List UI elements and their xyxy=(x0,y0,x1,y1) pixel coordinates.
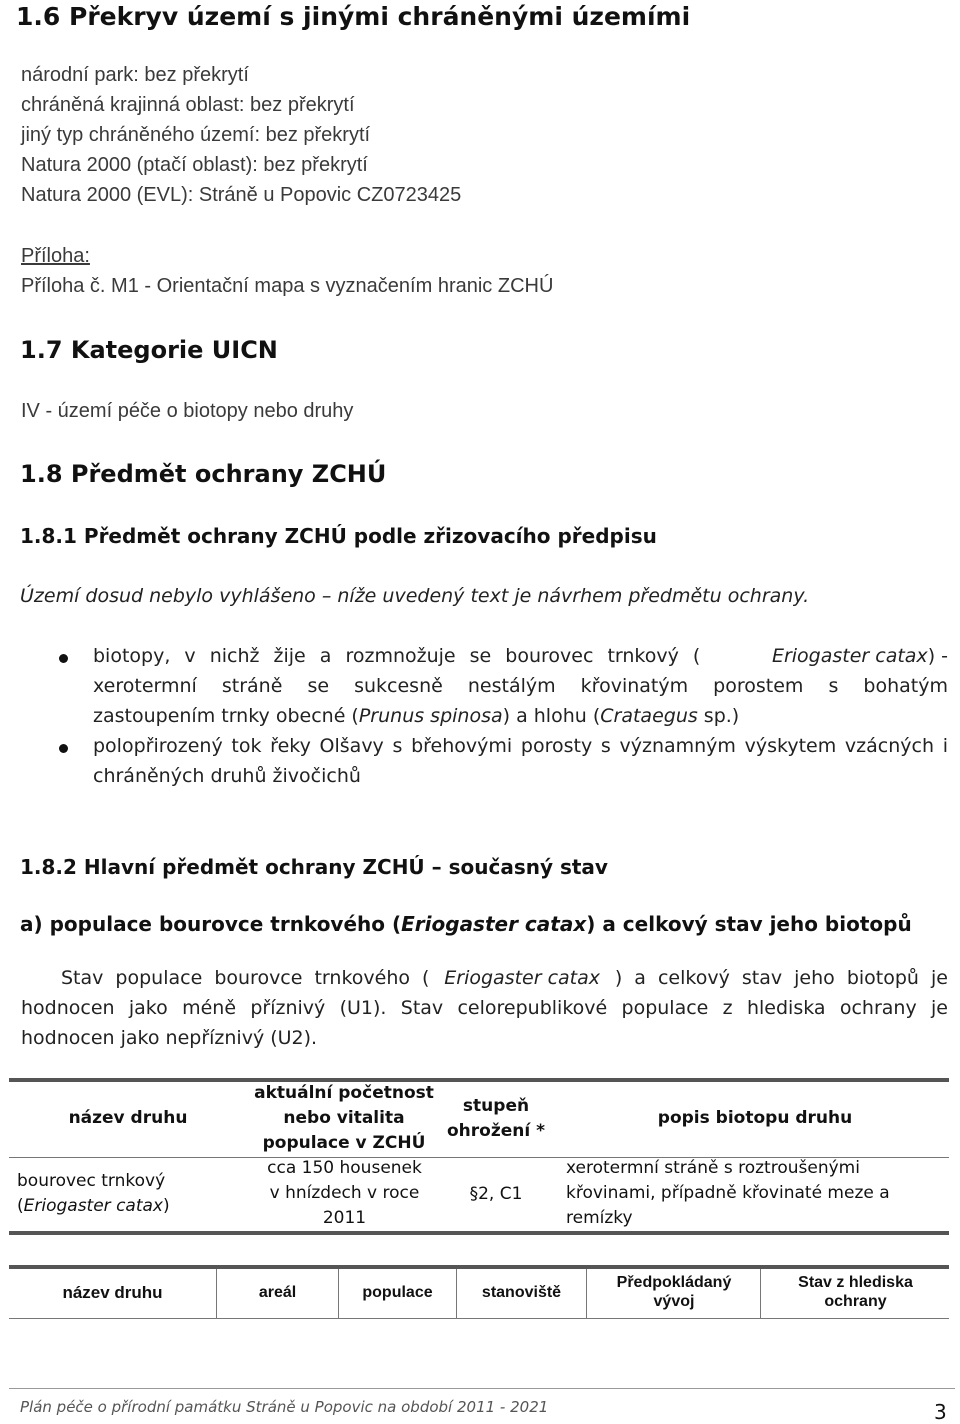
section-heading-1-6: 1.6 Překryv území s jinými chráněnými územími xyxy=(16,2,691,31)
table-header-threat: stupeň ohrožení * xyxy=(446,1096,545,1141)
species-name: bourovec trnkový xyxy=(17,1171,166,1191)
proposal-note: Území dosud nebylo vyhlášeno – níže uvedený text je návrhem předmětu ochrany. xyxy=(20,585,810,607)
bullet-point xyxy=(59,654,68,663)
table2-top-border xyxy=(9,1265,949,1269)
table2-divider xyxy=(760,1269,761,1318)
overlap-line-other: jiný typ chráněného území: bez překrytí xyxy=(21,124,371,146)
bullet-point xyxy=(59,744,68,753)
table2-header-population: populace xyxy=(362,1284,433,1301)
bullet-1-line-1 xyxy=(93,645,948,667)
species-latin: Eriogaster catax xyxy=(23,1196,163,1216)
appendix-item: Příloha č. M1 - Orientační mapa s vyznačením hranic ZCHÚ xyxy=(21,275,554,297)
table2-header-area: areál xyxy=(258,1284,297,1301)
table2-header-name: název druhu xyxy=(62,1283,163,1302)
subsection-a-heading xyxy=(20,912,912,936)
section-heading-1-8-1: 1.8.1 Předmět ochrany ZCHÚ podle zřizovacího předpisu xyxy=(20,524,657,548)
footer-rule xyxy=(9,1388,955,1389)
species-latin-wrap: (Eriogaster catax) xyxy=(17,1196,170,1216)
bullet-1-line-3-b: ) a hlohu ( xyxy=(502,705,601,727)
sub-a-post: ) a celkový stav jeho biotopů xyxy=(586,912,912,936)
para-l1-latin: Eriogaster catax xyxy=(444,967,601,989)
overlap-line-chko: chráněná krajinná oblast: bez překrytí xyxy=(21,94,355,116)
bullet-1-line-2: xerotermní stráně se sukcesně nestálým křovinatým porostem s bohatým xyxy=(93,675,948,697)
table2-bottom-border xyxy=(9,1318,949,1319)
latin-crataegus: Crataegus xyxy=(600,705,698,727)
table2-header-conservation: Stav z hlediska ochrany xyxy=(798,1274,913,1310)
table2-header-trend: Předpokládaný vývoj xyxy=(616,1274,732,1310)
paragraph-line-3: hodnocen jako nepříznivý (U2). xyxy=(21,1027,318,1049)
overlap-line-national-park: národní park: bez překrytí xyxy=(21,64,249,86)
table-bottom-border xyxy=(9,1231,949,1235)
table2-divider xyxy=(586,1269,587,1318)
overlap-line-natura-bird: Natura 2000 (ptačí oblast): bez překrytí xyxy=(21,154,368,176)
para-l1-b: ) a celkový stav jeho biotopů je xyxy=(614,967,948,989)
para-l1-a: Stav populace bourovce trnkového ( xyxy=(61,967,430,989)
paragraph-line-1 xyxy=(61,967,948,989)
section-heading-1-8-2: 1.8.2 Hlavní předmět ochrany ZCHÚ – současný stav xyxy=(20,855,608,879)
bullet-2-line-1: polopřirozený tok řeky Olšavy s břehovými porosty s významným výskytem vzácných i xyxy=(93,735,948,757)
appendix-heading: Příloha: xyxy=(21,245,90,267)
section-heading-1-8: 1.8 Předmět ochrany ZCHÚ xyxy=(20,460,387,488)
table2-header-habitat: stanoviště xyxy=(481,1284,562,1301)
table-header-count: aktuální početnost nebo vitalita populace v ZCHÚ xyxy=(254,1083,434,1153)
page-number: 3 xyxy=(934,1400,947,1424)
table-top-border xyxy=(9,1078,949,1082)
table-header-habitat: popis biotopu druhu xyxy=(657,1108,853,1128)
section-heading-1-7: 1.7 Kategorie UICN xyxy=(20,336,278,364)
uicn-category: IV - území péče o biotopy nebo druhy xyxy=(21,400,354,422)
bullet-1-latin: Eriogaster catax xyxy=(771,645,928,667)
paragraph-line-2: hodnocen jako méně příznivý (U1). Stav celorepublikové populace z hlediska ochrany je xyxy=(21,997,948,1019)
table-header-name: název druhu xyxy=(68,1108,188,1128)
bullet-2-line-2: chráněných druhů živočichů xyxy=(93,765,361,787)
bullet-1-text-b: ) - xyxy=(927,645,948,667)
sub-a-pre: a) populace bourovce trnkového ( xyxy=(20,912,402,936)
overlap-line-natura-evl: Natura 2000 (EVL): Stráně u Popovic CZ0723425 xyxy=(21,184,462,206)
table-cell-species xyxy=(17,1169,237,1219)
table-cell-count: cca 150 housenek v hnízdech v roce 2011 xyxy=(267,1158,422,1228)
table-cell-habitat: xerotermní stráně s roztroušenými křovinami, případně křovinaté meze a remízky xyxy=(566,1158,890,1228)
bullet-1-line-3 xyxy=(93,705,739,727)
table-cell-threat: §2, C1 xyxy=(469,1184,523,1204)
bullet-1-line-3-a: zastoupením trnky obecné ( xyxy=(93,705,359,727)
sub-a-latin: Eriogaster catax xyxy=(401,912,587,936)
footer-text: Plán péče o přírodní památku Stráně u Popovic na období 2011 - 2021 xyxy=(20,1398,549,1416)
latin-prunus: Prunus spinosa xyxy=(358,705,503,727)
bullet-1-line-3-c: sp.) xyxy=(697,705,740,727)
bullet-1-text-a: biotopy, v nichž žije a rozmnožuje se bourovec trnkový ( xyxy=(93,645,701,667)
